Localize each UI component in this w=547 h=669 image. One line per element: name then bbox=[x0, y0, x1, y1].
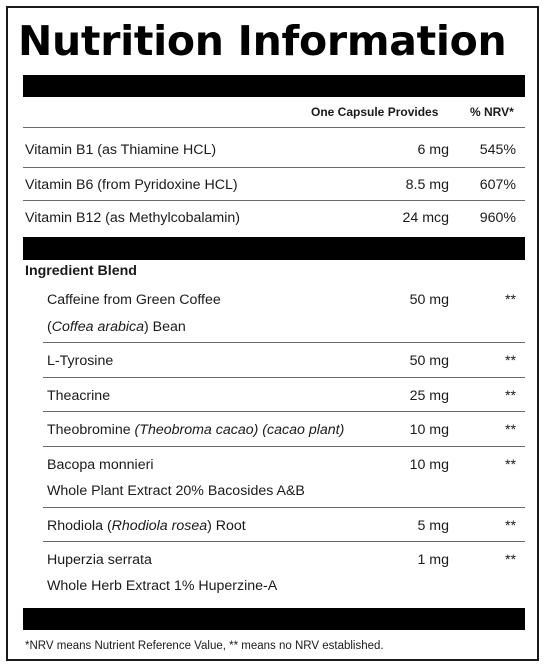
ingredient-amount: 10 mg bbox=[409, 422, 449, 438]
ingredient-nrv: ** bbox=[504, 457, 516, 473]
ingredient-amount: 25 mg bbox=[409, 388, 449, 404]
divider bbox=[43, 411, 525, 412]
blend-title: Ingredient Blend bbox=[25, 263, 137, 279]
divider bbox=[43, 446, 525, 447]
ingredient-nrv: ** bbox=[504, 388, 516, 404]
vitamin-name: Vitamin B6 (from Pyridoxine HCL) bbox=[25, 177, 238, 193]
ingredient-nrv: ** bbox=[504, 353, 516, 369]
divider bbox=[43, 377, 525, 378]
ingredient-amount: 1 mg bbox=[417, 552, 449, 568]
ingredient-name: Theobromine (Theobroma cacao) (cacao plant) bbox=[47, 422, 345, 438]
vitamin-nrv: 545% bbox=[479, 142, 516, 158]
ingredient-nrv: ** bbox=[504, 422, 516, 438]
ingredient-amount: 5 mg bbox=[417, 518, 449, 534]
divider bbox=[43, 541, 525, 542]
vitamin-name: Vitamin B1 (as Thiamine HCL) bbox=[25, 142, 217, 158]
ingredient-amount: 10 mg bbox=[409, 457, 449, 473]
divider bbox=[23, 200, 525, 201]
vitamin-amount: 8.5 mg bbox=[405, 177, 449, 193]
ingredient-name: Bacopa monnieri bbox=[47, 457, 154, 473]
vitamin-nrv: 607% bbox=[479, 177, 516, 193]
vitamin-amount: 6 mg bbox=[417, 142, 449, 158]
ingredient-name: Huperzia serrata bbox=[47, 552, 152, 568]
vitamin-nrv: 960% bbox=[479, 210, 516, 226]
amount-column-header: One Capsule Provides bbox=[311, 105, 439, 119]
divider bbox=[23, 127, 525, 128]
ingredient-amount: 50 mg bbox=[409, 292, 449, 308]
footer-bar bbox=[23, 608, 525, 630]
section-bar bbox=[23, 237, 525, 260]
ingredient-detail: Whole Plant Extract 20% Bacosides A&B bbox=[47, 483, 305, 499]
ingredient-nrv: ** bbox=[504, 552, 516, 568]
vitamin-name: Vitamin B12 (as Methylcobalamin) bbox=[25, 210, 241, 226]
ingredient-name: L-Tyrosine bbox=[47, 353, 114, 369]
header-bar bbox=[23, 75, 525, 97]
ingredient-nrv: ** bbox=[504, 292, 516, 308]
divider bbox=[23, 167, 525, 168]
ingredient-detail: Whole Herb Extract 1% Huperzine-A bbox=[47, 578, 278, 594]
nrv-column-header: % NRV* bbox=[470, 105, 514, 119]
vitamin-amount: 24 mcg bbox=[402, 210, 449, 226]
ingredient-amount: 50 mg bbox=[409, 353, 449, 369]
divider bbox=[43, 342, 525, 343]
ingredient-name: Rhodiola (Rhodiola rosea) Root bbox=[47, 518, 246, 534]
ingredient-nrv: ** bbox=[504, 518, 516, 534]
ingredient-detail: (Coffea arabica) Bean bbox=[47, 319, 186, 335]
page-title: Nutrition Information bbox=[18, 17, 507, 65]
divider bbox=[43, 507, 525, 508]
ingredient-name: Caffeine from Green Coffee bbox=[47, 292, 221, 308]
ingredient-name: Theacrine bbox=[47, 388, 111, 404]
footnote: *NRV means Nutrient Reference Value, ** means no NRV established. bbox=[25, 640, 384, 652]
